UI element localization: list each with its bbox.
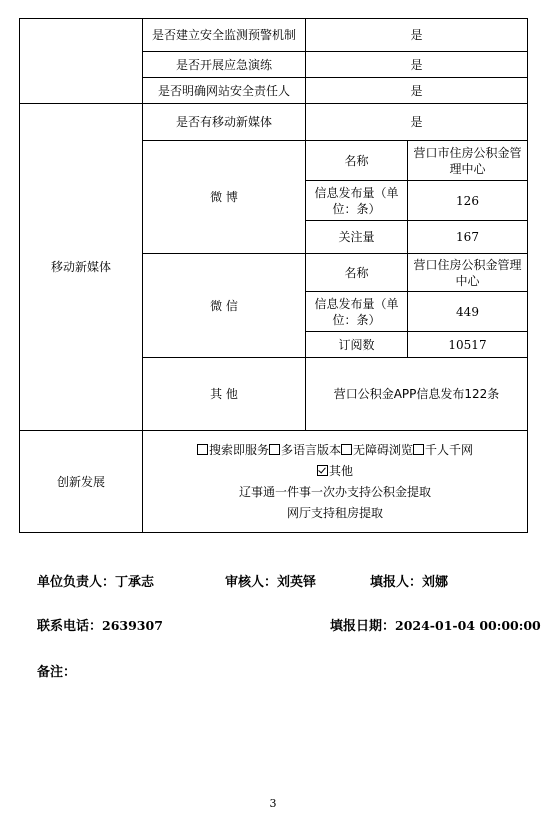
wechat-sub-value: 10517 xyxy=(408,332,528,358)
date-label: 填报日期： xyxy=(330,619,396,634)
weibo-name-label: 名称 xyxy=(306,141,408,181)
row-label: 是否明确网站安全责任人 xyxy=(143,78,306,104)
wechat-sub-label: 订阅数 xyxy=(306,332,408,358)
checkbox-icon xyxy=(197,444,208,455)
innovation-note: 辽事通一件事一次办支持公积金提取 xyxy=(239,484,432,499)
innovation-options xyxy=(145,440,525,461)
option-label: 多语言版本 xyxy=(280,442,341,457)
weibo-label: 微 博 xyxy=(143,141,306,254)
row-value: 是 xyxy=(306,52,528,78)
phone-line xyxy=(37,615,163,634)
reviewer-name: 刘英铎 xyxy=(277,575,317,590)
report-table xyxy=(19,18,528,533)
weibo-follow-value: 167 xyxy=(408,221,528,254)
filler-name: 刘娜 xyxy=(422,575,449,590)
checkbox-icon xyxy=(413,444,424,455)
table-row xyxy=(20,19,528,52)
weibo-follow-label: 关注量 xyxy=(306,221,408,254)
reviewer-label: 审核人： xyxy=(225,575,278,590)
filler-line xyxy=(370,571,448,590)
checkbox-icon xyxy=(341,444,352,455)
phone-value: 2639307 xyxy=(102,618,163,633)
weibo-count-label: 信息发布量（单位：条） xyxy=(306,181,408,221)
page-number: 3 xyxy=(269,797,277,810)
row-label: 是否建立安全监测预警机制 xyxy=(143,19,306,52)
table-row xyxy=(20,104,528,141)
weibo-count-value: 126 xyxy=(408,181,528,221)
other-value: 营口公积金APP信息发布122条 xyxy=(306,358,528,431)
innovation-note: 网厅支持租房提取 xyxy=(287,505,384,520)
option-label: 其他 xyxy=(329,463,354,478)
reviewer-line xyxy=(225,571,316,590)
blank-cell xyxy=(20,19,143,104)
mobile-section-label: 移动新媒体 xyxy=(20,104,143,431)
date-value: 2024-01-04 00:00:00 xyxy=(395,618,541,633)
has-mobile-value: 是 xyxy=(306,104,528,141)
wechat-name-label: 名称 xyxy=(306,254,408,292)
remark-label: 备注： xyxy=(37,665,77,680)
option-label: 千人千网 xyxy=(425,442,474,457)
table-row xyxy=(20,431,528,533)
option-label: 搜索即服务 xyxy=(208,442,269,457)
innovation-other xyxy=(145,461,525,482)
weibo-name-value: 营口市住房公积金管理中心 xyxy=(408,141,528,181)
wechat-count-label: 信息发布量（单位：条） xyxy=(306,292,408,332)
wechat-name-value: 营口住房公积金管理中心 xyxy=(408,254,528,292)
date-line xyxy=(330,615,541,634)
checkbox-icon xyxy=(269,444,280,455)
option-label: 无障碍浏览 xyxy=(353,442,414,457)
row-value: 是 xyxy=(306,78,528,104)
leader-label: 单位负责人： xyxy=(37,575,116,590)
row-label: 是否开展应急演练 xyxy=(143,52,306,78)
row-value: 是 xyxy=(306,19,528,52)
phone-label: 联系电话： xyxy=(37,619,103,634)
checked-checkbox-icon xyxy=(317,465,328,476)
has-mobile-label: 是否有移动新媒体 xyxy=(143,104,306,141)
innovation-label: 创新发展 xyxy=(20,431,143,533)
filler-label: 填报人： xyxy=(370,575,423,590)
innovation-content xyxy=(143,431,528,533)
leader-line xyxy=(37,571,154,590)
other-label: 其 他 xyxy=(143,358,306,431)
wechat-count-value: 449 xyxy=(408,292,528,332)
leader-name: 丁承志 xyxy=(115,575,155,590)
wechat-label: 微 信 xyxy=(143,254,306,358)
